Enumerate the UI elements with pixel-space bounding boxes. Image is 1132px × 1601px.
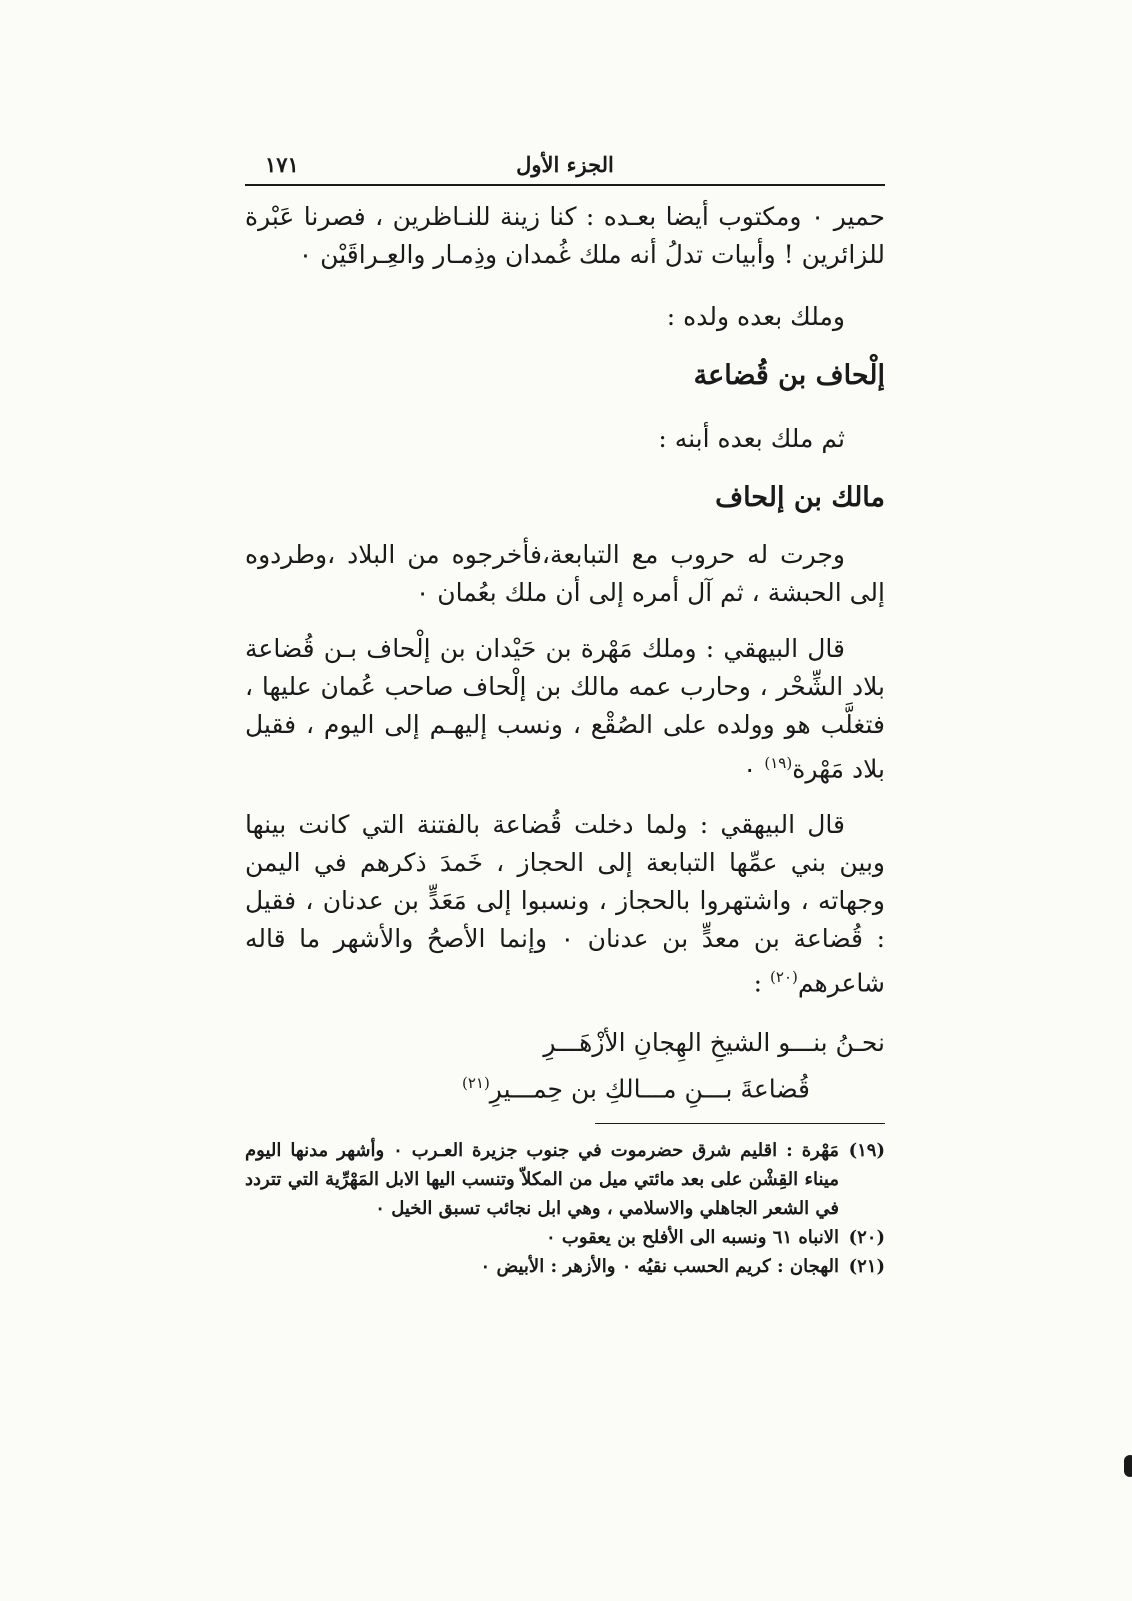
paragraph-1: حمير ٠ ومكتوب أيضا بعـده : كنا زينة للنـاظرين ، فصرنا عَبْرة للزائرين ! وأبيات تدلُ أنه ملك غُمدان وذِمـار والعِـراقَيْن ٠ — [245, 202, 885, 269]
paragraph-5-end: ٠ — [743, 754, 765, 784]
footnote-text: الانباه ٦١ ونسبه الى الأفلح بن يعقوب ٠ — [545, 1226, 839, 1248]
footnote-text: مَهْرة : اقليم شرق حضرموت في جنوب جزيرة العـرب ٠ وأشهر مدنها اليوم ميناء القِشْن على بعد مائتي ميل من المكلاّ وتنسب اليها الابل المَهْرِّية التي تتردد في الشعر الجاهلي والاسلامي ، وهي ابل نجائب تسبق الخيل ٠ — [245, 1139, 840, 1219]
paragraph-3: ثم ملك بعده أبنه : — [658, 424, 845, 453]
paragraph-2: وملك بعده ولده : — [666, 302, 845, 331]
paragraph-4: وجرت له حروب مع التبابعة،فأخرجوه من البلاد ،وطردوه إلى الحبشة ، ثم آل أمره إلى أن ملك بعُمان ٠ — [245, 540, 885, 607]
footnote-divider — [595, 1123, 885, 1124]
footnote-number: (٢٠) — [848, 1226, 885, 1248]
verse-block — [245, 1023, 885, 1109]
verse-line-2-text: قُضاعةَ بـــنِ مـــالكِ بن حِمـــيرِ — [489, 1073, 810, 1103]
paragraph-6 — [245, 806, 885, 1002]
verse-line-2 — [245, 1063, 885, 1109]
book-page — [245, 150, 885, 1281]
verse-line-1: نحـنُ بنـــو الشيخِ الهِجانِ الأزْهَـــرِ — [543, 1027, 885, 1057]
paragraph-5-text: قال البيهقي : وملك مَهْرة بن حَيْدان بن إلْحاف بـن قُضاعة بلاد الشِّحْر ، وحارب عمه مالك بن إلْحاف صاحب عُمان عليها ، فتغلَّب هو وولده على الصُقْع ، ونسب إليهـم إلى اليوم ، فقيل بلاد مَهْرة — [245, 634, 885, 784]
footnote-text: الهجان : كريم الحسب نقيُه ٠ والأزهر : الأبيض ٠ — [480, 1255, 839, 1277]
footnote-20 — [245, 1223, 885, 1252]
paragraph-6-end: : — [753, 968, 771, 998]
footnote-number: (١٩) — [848, 1139, 885, 1161]
body-text — [245, 198, 885, 1109]
page-number: ١٧١ — [265, 152, 299, 177]
running-header — [245, 150, 885, 186]
footnote-ref-21: (٢١) — [461, 1073, 490, 1092]
scan-margin-mark — [1124, 1455, 1132, 1477]
footnote-ref-20: (٢٠) — [770, 968, 798, 987]
paragraph-5 — [245, 630, 885, 788]
footnote-21 — [245, 1252, 885, 1281]
paragraph-6-text: قال البيهقي : ولما دخلت قُضاعة بالفتنة التي كانت بينها وبين بني عمِّها التبابعة إلى الحجاز ، خَمدَ ذكرهم في اليمن وجهاته ، واشتهروا بالحجاز ، ونسبوا إلى مَعَدٍّ بن عدنان ، فقيل : قُضاعة بن معدٍّ بن عدنان ٠ وإنما الأصحُ والأشهر ما قاله شاعرهم — [245, 810, 885, 998]
footnote-number: (٢١) — [848, 1255, 885, 1277]
footnote-ref-19: (١٩) — [764, 754, 793, 772]
footnote-19 — [245, 1136, 885, 1223]
section-heading-malik: مالك بن إلحاف — [715, 482, 885, 513]
header-title: الجزء الأول — [516, 152, 614, 177]
section-heading-ilhaf: إلْحاف بن قُضاعة — [693, 360, 885, 391]
footnotes — [245, 1136, 885, 1281]
